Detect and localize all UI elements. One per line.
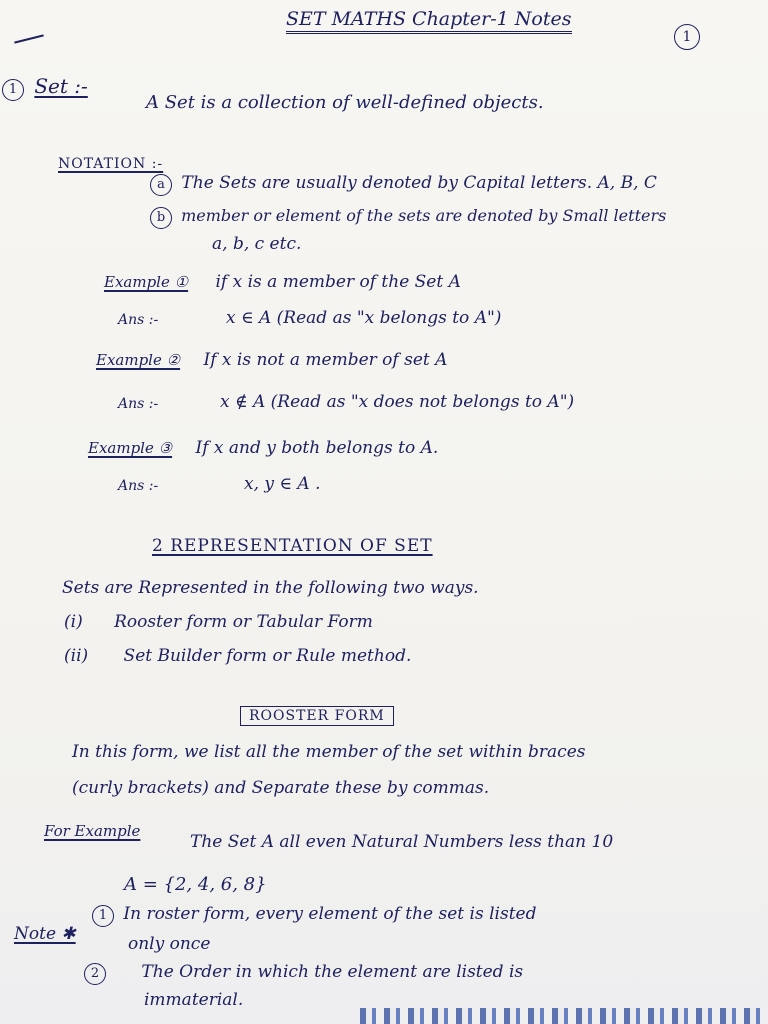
example-2-label: Example ② [96,351,181,369]
section-1-number: 1 [2,79,24,101]
example-1-text: if x is a member of the Set A [215,272,461,292]
note-1-marker: 1 [92,905,114,927]
pen-stroke [14,34,44,43]
note-1-line-1: In roster form, every element of the set is listed [123,904,537,924]
way-1 [64,612,373,632]
section-2-title: 2 REPRESENTATION OF SET [152,536,433,556]
example-2-ans-label: Ans :- [118,396,159,412]
roster-example-set: A = {2, 4, 6, 8} [124,874,267,895]
notation-item-a [150,173,657,196]
example-2-answer: x ∉ A (Read as "x does not belongs to A") [220,392,575,412]
example-2-text: If x is not a member of set A [203,350,448,370]
notation-item-b-continued: a, b, c etc. [212,234,302,254]
roster-description-line-1: In this form, we list all the member of the set within braces [72,742,586,762]
notation-item-b [150,206,666,229]
notation-marker-b: b [150,207,172,229]
notation-marker-a: a [150,174,172,196]
roster-heading-text: ROOSTER FORM [240,706,394,726]
way-1-marker: (i) [64,612,83,632]
section-2-heading [152,536,433,556]
way-2 [64,646,411,666]
page-number-badge: 1 [674,24,700,50]
notation-label [58,156,163,172]
example-3-ans-label: Ans :- [118,478,159,494]
page-number [674,24,704,50]
way-1-text: Rooster form or Tabular Form [114,612,373,632]
page-title [286,8,572,30]
roster-heading [240,705,394,725]
notation-item-a-text: The Sets are usually denoted by Capital letters. A, B, C [181,173,657,193]
roster-example-text: The Set A all even Natural Numbers less than 10 [190,832,614,852]
roster-example-label-text: For Example [44,822,141,840]
representation-intro: Sets are Represented in the following two ways. [62,578,479,598]
note-2-marker: 2 [84,963,106,985]
notation-item-b-text: member or element of the sets are denoted by Small letters [181,206,667,225]
example-3-answer: x, y ∈ A . [244,474,321,494]
example-2 [96,350,447,370]
section-1-heading [2,74,88,101]
example-1-answer: x ∈ A (Read as "x belongs to A") [226,308,502,328]
example-3-label: Example ③ [88,439,173,457]
roster-description-line-2: (curly brackets) and Separate these by commas. [72,778,490,798]
fabric-edge [360,1008,768,1024]
way-2-marker: (ii) [64,646,89,666]
notation-label-text: NOTATION :- [58,156,164,172]
example-3 [88,438,438,458]
way-2-text: Set Builder form or Rule method. [123,646,412,666]
note-2 [84,962,523,985]
example-1-label: Example ① [104,273,189,291]
note-label-text: Note ✱ [14,924,76,944]
note-1 [92,904,536,927]
note-label [14,924,76,944]
note-1-line-2: only once [128,934,211,954]
set-definition: A Set is a collection of well-defined objects. [146,92,544,113]
note-2-line-1: The Order in which the element are listed is [141,962,524,982]
example-1 [104,272,461,292]
note-2-line-2: immaterial. [144,990,244,1010]
page-title-text: SET MATHS Chapter-1 Notes [286,8,572,34]
example-1-ans-label: Ans :- [118,312,159,328]
roster-example-label [44,822,140,840]
section-1-title: Set :- [34,74,88,98]
example-3-text: If x and y both belongs to A. [195,438,439,458]
